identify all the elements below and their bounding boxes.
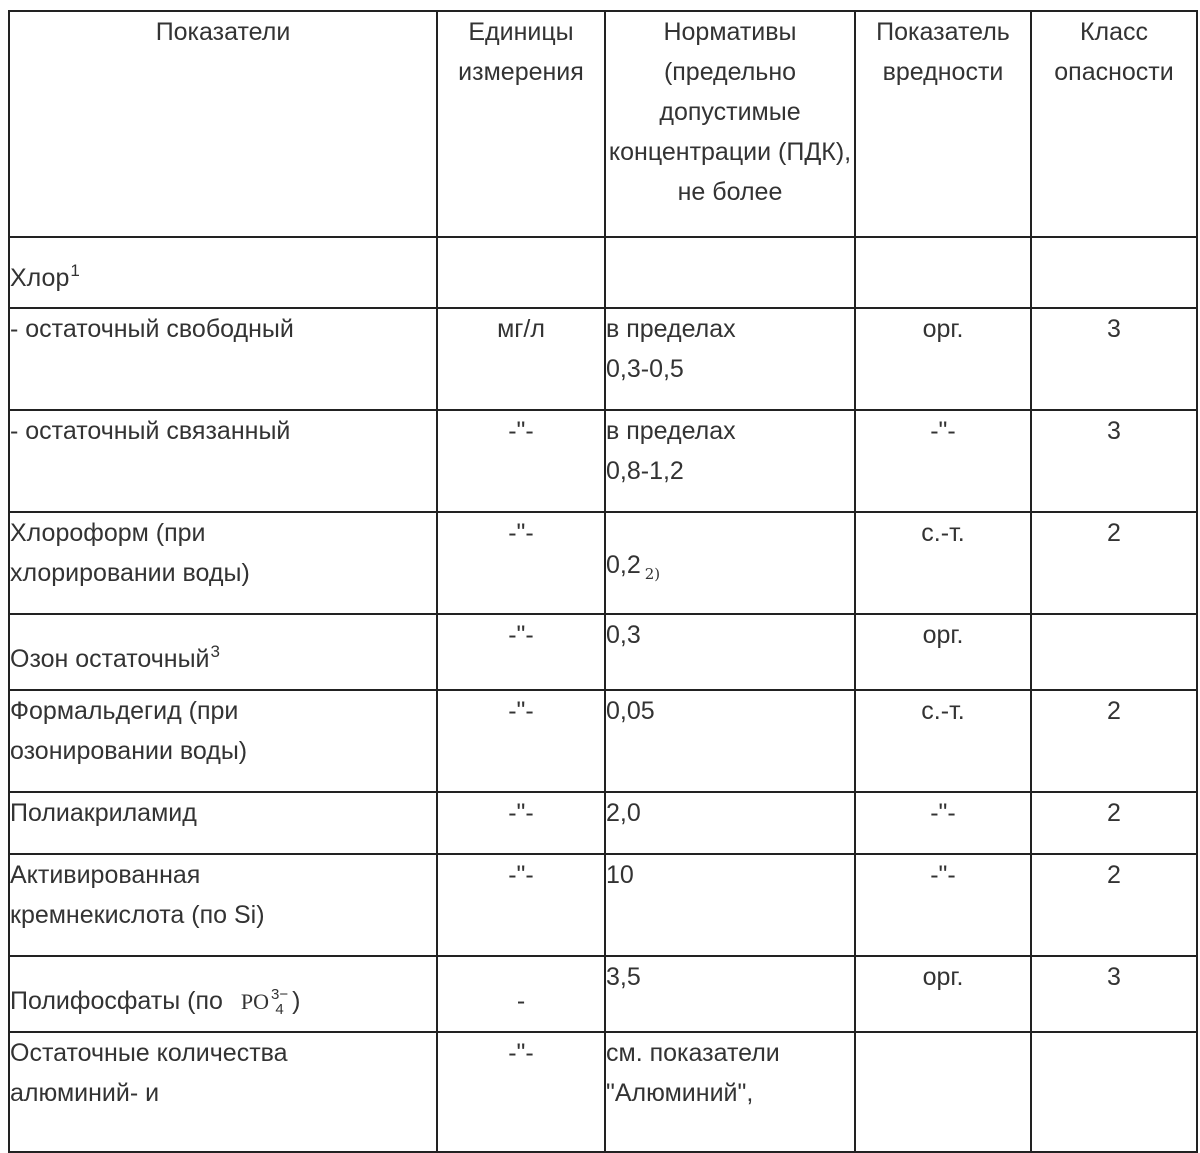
hazard-class-cell: 2 [1031,792,1197,854]
harm-cell: орг. [855,956,1031,1032]
indicator-cell: - остаточный связанный [9,410,437,512]
hazard-class-cell: 2 [1031,512,1197,614]
hazard-class-cell: 2 [1031,690,1197,792]
table-row [9,237,1197,308]
header-indicator: Показатели [9,11,437,237]
harm-cell: -"- [855,410,1031,512]
hazard-class-cell: 2 [1031,854,1197,956]
table-header-row [9,11,1197,237]
norm-line: 0,8-1,2 [606,457,684,485]
harm-cell: орг. [855,308,1031,410]
chemical-formula: PO [240,989,270,1014]
units-cell: - [437,956,605,1032]
units-cell: -"- [437,512,605,614]
indicator-cell [9,854,437,956]
indicator-line: алюминий- и [10,1079,160,1107]
table-row [9,956,1197,1032]
footnote-marker: 2) [644,565,661,583]
formula-subscript: 4 [275,1001,284,1019]
norm-cell: 2,0 [605,792,855,854]
units-cell: -"- [437,690,605,792]
indicator-line: озонировании воды) [10,737,248,765]
header-norms: Нормативы (предельно допустимые концентрации (ПДК), не более [605,11,855,237]
norm-cell [605,237,855,308]
table-row [9,792,1197,854]
footnote-marker: 3 [210,642,220,661]
units-cell: -"- [437,792,605,854]
table-row [9,308,1197,410]
norm-cell [605,308,855,410]
table-row [9,1032,1197,1152]
indicator-line: Остаточные количества [10,1039,288,1067]
units-cell: -"- [437,1032,605,1152]
harm-cell: -"- [855,792,1031,854]
norm-value: 0,2 [606,551,641,579]
indicator-line: кремнекислота (по Si) [10,901,265,929]
indicator-cell: - остаточный свободный [9,308,437,410]
indicator-cell [9,237,437,308]
indicator-suffix: ) [292,987,301,1015]
harm-cell: с.-т. [855,512,1031,614]
units-cell: -"- [437,854,605,956]
norm-line: в пределах [606,315,736,343]
hazard-class-cell [1031,1032,1197,1152]
harm-cell [855,237,1031,308]
header-hazard-class: Класс опасности [1031,11,1197,237]
indicator-line: Формальдегид (при [10,697,239,725]
indicator-text: Полифосфаты (по [10,987,223,1015]
indicator-cell [9,512,437,614]
header-harm: Показатель вредности [855,11,1031,237]
harm-cell: -"- [855,854,1031,956]
table-row [9,410,1197,512]
footnote-marker: 1 [70,261,80,280]
header-units: Единицы измерения [437,11,605,237]
hazard-class-cell: 3 [1031,308,1197,410]
units-cell [437,237,605,308]
formula-index [271,987,288,1017]
norm-cell [605,1032,855,1152]
norm-line: 0,3-0,5 [606,355,684,383]
norm-cell: 3,5 [605,956,855,1032]
indicator-cell: Полиакриламид [9,792,437,854]
norm-cell: 0,05 [605,690,855,792]
indicator-line: Хлороформ (при [10,519,206,547]
norm-cell [605,512,855,614]
harm-cell [855,1032,1031,1152]
indicator-line: хлорировании воды) [10,559,250,587]
norm-cell: 0,3 [605,614,855,690]
indicator-cell [9,690,437,792]
indicator-cell [9,614,437,690]
harm-cell: с.-т. [855,690,1031,792]
norm-line: "Алюминий", [606,1079,754,1107]
hazard-class-cell: 3 [1031,410,1197,512]
units-cell: -"- [437,614,605,690]
norm-cell [605,410,855,512]
table-row [9,690,1197,792]
indicator-cell [9,956,437,1032]
hazard-class-cell [1031,237,1197,308]
hazard-class-cell: 3 [1031,956,1197,1032]
formula-charge: 3− [271,986,289,1004]
norm-line: см. показатели [606,1039,780,1067]
indicator-cell [9,1032,437,1152]
units-cell: -"- [437,410,605,512]
indicator-text: Хлор [10,264,70,292]
water-norms-table [8,10,1198,1153]
units-cell: мг/л [437,308,605,410]
table-row [9,512,1197,614]
indicator-line: Активированная [10,861,201,889]
table-row [9,854,1197,956]
harm-cell: орг. [855,614,1031,690]
norm-cell: 10 [605,854,855,956]
indicator-text: Озон остаточный [10,645,210,673]
norm-line: в пределах [606,417,736,445]
table-row [9,614,1197,690]
hazard-class-cell [1031,614,1197,690]
